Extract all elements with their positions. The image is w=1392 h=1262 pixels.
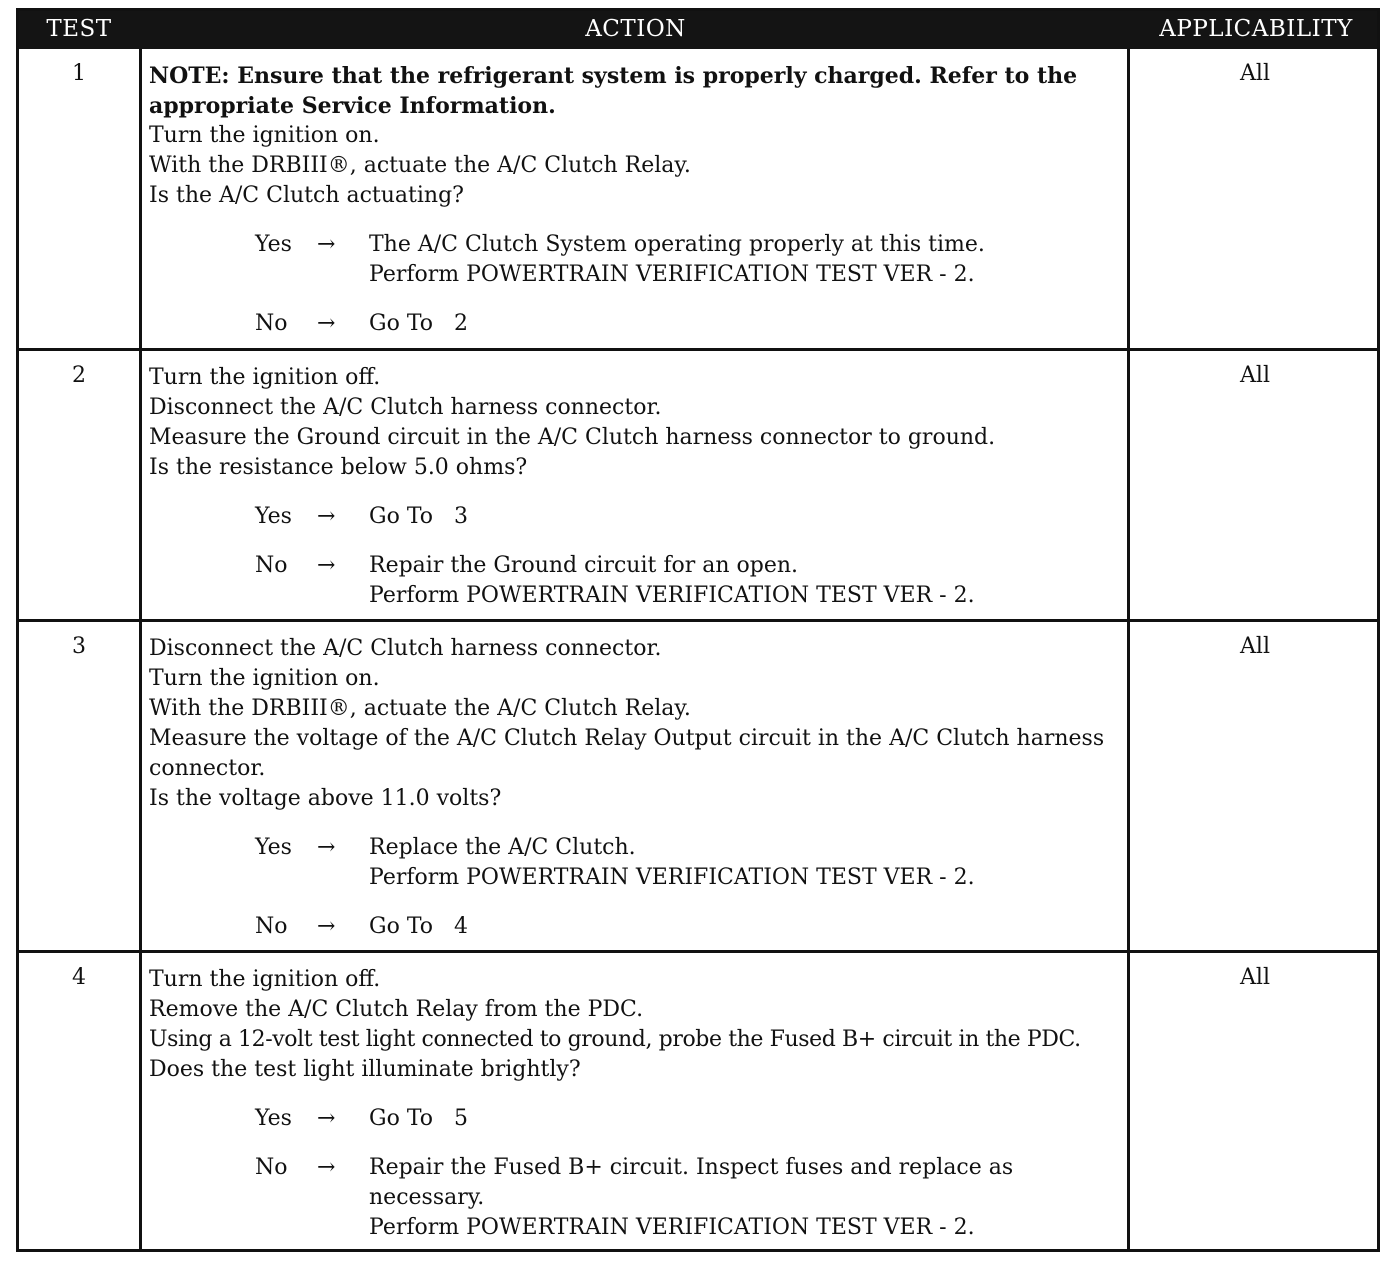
no-answer bbox=[149, 912, 1124, 942]
yes-answer bbox=[149, 833, 1124, 893]
arrow-icon: → bbox=[317, 835, 336, 860]
yes-answer bbox=[149, 502, 1124, 532]
answer-text: Repair the Fused B+ circuit. Inspect fuses and replace as necessary. bbox=[369, 1155, 1014, 1210]
step-text: Is the A/C Clutch actuating? bbox=[149, 183, 464, 208]
step-text: Turn the ignition off. bbox=[149, 365, 381, 390]
action-cell bbox=[149, 363, 1124, 611]
test-number: 1 bbox=[72, 61, 86, 86]
step-text: With the DRBIII®, actuate the A/C Clutch Relay. bbox=[149, 153, 691, 178]
no-label: No bbox=[255, 553, 288, 578]
no-label: No bbox=[255, 311, 288, 336]
answer-text: Go To 2 bbox=[369, 311, 468, 336]
step-text: Measure the voltage of the A/C Clutch Relay Output circuit in the A/C Clutch harness connector. bbox=[149, 726, 1105, 781]
answer-text: Replace the A/C Clutch. bbox=[369, 835, 636, 860]
arrow-icon: → bbox=[317, 1155, 336, 1180]
header-applicability: APPLICABILITY bbox=[1159, 16, 1353, 42]
table-row bbox=[19, 622, 1377, 953]
step-text: Measure the Ground circuit in the A/C Clutch harness connector to ground. bbox=[149, 425, 996, 450]
step-text: Remove the A/C Clutch Relay from the PDC. bbox=[149, 997, 644, 1022]
action-cell bbox=[149, 61, 1124, 339]
arrow-icon: → bbox=[317, 311, 336, 336]
answer-text: Go To 3 bbox=[369, 504, 468, 529]
step-text: Is the resistance below 5.0 ohms? bbox=[149, 455, 528, 480]
arrow-icon: → bbox=[317, 553, 336, 578]
step-text: Turn the ignition on. bbox=[149, 123, 380, 148]
step-text: Disconnect the A/C Clutch harness connector. bbox=[149, 636, 662, 661]
answer-text: The A/C Clutch System operating properly at this time. bbox=[369, 232, 985, 257]
no-label: No bbox=[255, 914, 288, 939]
arrow-icon: → bbox=[317, 914, 336, 939]
yes-label: Yes bbox=[255, 504, 292, 529]
test-number: 2 bbox=[72, 363, 86, 388]
action-cell bbox=[149, 965, 1124, 1243]
answer-text: Perform POWERTRAIN VERIFICATION TEST VER - 2. bbox=[369, 583, 975, 608]
yes-label: Yes bbox=[255, 232, 292, 257]
test-number: 3 bbox=[72, 634, 86, 659]
diagnostic-test-table bbox=[16, 8, 1380, 1252]
yes-label: Yes bbox=[255, 1106, 292, 1131]
header-test: TEST bbox=[46, 16, 112, 42]
arrow-icon: → bbox=[317, 504, 336, 529]
table-row bbox=[19, 49, 1377, 351]
answer-text: Perform POWERTRAIN VERIFICATION TEST VER - 2. bbox=[369, 865, 975, 890]
yes-label: Yes bbox=[255, 835, 292, 860]
yes-answer bbox=[149, 230, 1124, 290]
yes-answer bbox=[149, 1104, 1124, 1134]
answer-text: Go To 5 bbox=[369, 1106, 468, 1131]
table-row bbox=[19, 953, 1377, 1249]
header-action: ACTION bbox=[585, 16, 686, 42]
table-header bbox=[19, 11, 1377, 49]
step-text: Using a 12-volt test light connected to ground, probe the Fused B+ circuit in the PDC. bbox=[149, 1027, 1081, 1052]
step-text: Is the voltage above 11.0 volts? bbox=[149, 786, 502, 811]
action-cell bbox=[149, 634, 1124, 942]
answer-text: Go To 4 bbox=[369, 914, 468, 939]
test-number: 4 bbox=[72, 965, 86, 990]
no-answer bbox=[149, 551, 1124, 611]
applicability-value: All bbox=[1240, 965, 1270, 990]
step-text: With the DRBIII®, actuate the A/C Clutch Relay. bbox=[149, 696, 691, 721]
applicability-value: All bbox=[1240, 634, 1270, 659]
step-text: Does the test light illuminate brightly? bbox=[149, 1057, 581, 1082]
no-label: No bbox=[255, 1155, 288, 1180]
applicability-value: All bbox=[1240, 363, 1270, 388]
no-answer bbox=[149, 309, 1124, 339]
arrow-icon: → bbox=[317, 1106, 336, 1131]
answer-text: Repair the Ground circuit for an open. bbox=[369, 553, 799, 578]
no-answer bbox=[149, 1153, 1124, 1243]
answer-text: Perform POWERTRAIN VERIFICATION TEST VER - 2. bbox=[369, 1215, 975, 1240]
table-row bbox=[19, 351, 1377, 622]
step-text: Disconnect the A/C Clutch harness connector. bbox=[149, 395, 662, 420]
answer-text: Perform POWERTRAIN VERIFICATION TEST VER - 2. bbox=[369, 262, 975, 287]
arrow-icon: → bbox=[317, 232, 336, 257]
note-text: NOTE: Ensure that the refrigerant system is properly charged. Refer to the appropriate Service Information. bbox=[149, 63, 1078, 119]
step-text: Turn the ignition on. bbox=[149, 666, 380, 691]
step-text: Turn the ignition off. bbox=[149, 967, 381, 992]
applicability-value: All bbox=[1240, 61, 1270, 86]
